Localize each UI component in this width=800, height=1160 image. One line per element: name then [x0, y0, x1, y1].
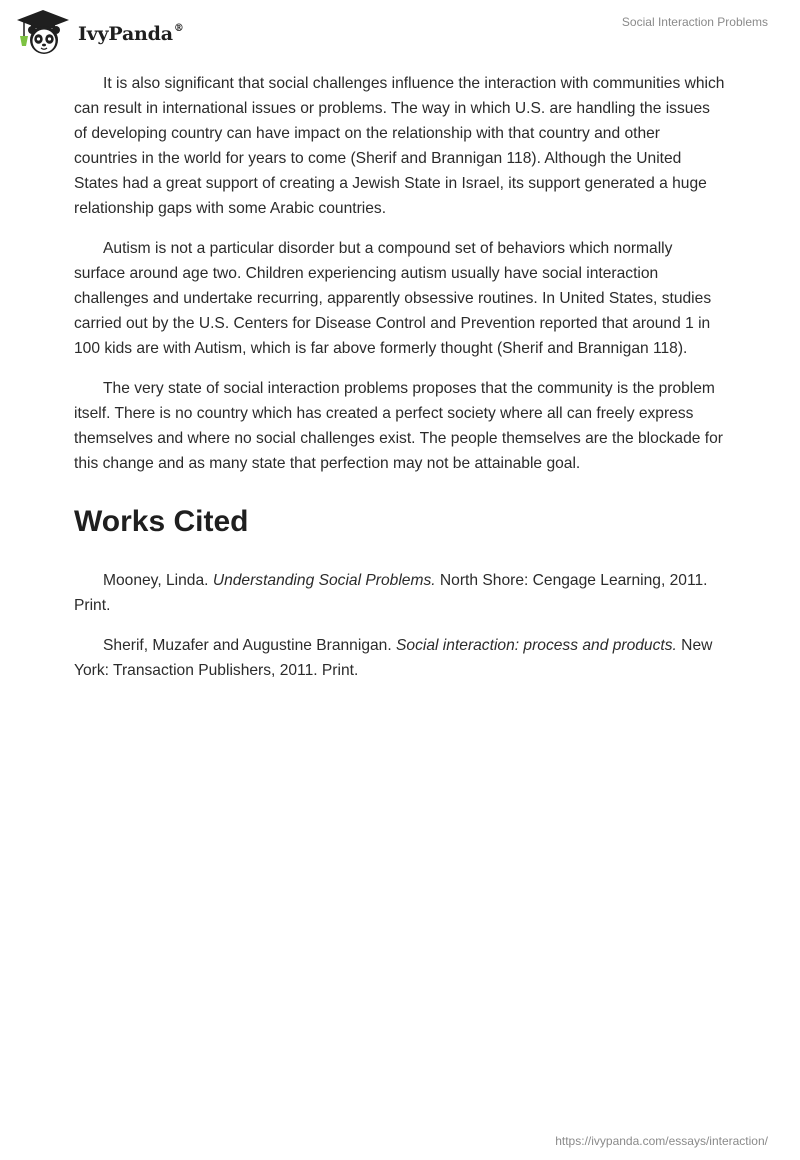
citation-author: Sherif, Muzafer and Augustine Brannigan. — [103, 637, 396, 654]
citation-details: North Shore: Cengage Learning, 2011. Print. — [74, 572, 708, 614]
body-paragraph: The very state of social interaction problems proposes that the community is the problem itself. There is no country which has created a perfect society where all can freely express themselves and where no social challenges exist. The people themselves are the blockade for this change and as many state that perfection may not be attainable goal. — [74, 380, 723, 472]
citation-author: Mooney, Linda. — [103, 572, 213, 589]
source-url-link[interactable]: https://ivypanda.com/essays/interaction/ — [555, 1134, 768, 1148]
essay-content — [74, 71, 726, 698]
works-cited-heading: Works Cited — [74, 505, 249, 538]
citation-details: New York: Transaction Publishers, 2011. Print. — [74, 637, 713, 679]
citation-entry — [74, 568, 726, 618]
ivypanda-logo[interactable] — [14, 8, 184, 56]
page-header — [0, 0, 800, 70]
brand-name: IvyPanda® — [78, 22, 184, 45]
body-paragraph: Autism is not a particular disorder but a compound set of behaviors which normally surface around age two. Children experiencing autism usually have social interaction challenges and undertake recurring, apparently obsessive routines. In United States, studies carried out by the U.S. Centers for Disease Control and Prevention reported that around 1 in 100 kids are with Autism, which is far above formerly thought (Sherif and Brannigan 118). — [74, 240, 712, 357]
citation-title: Understanding Social Problems. — [212, 572, 436, 589]
citation-entry — [74, 633, 726, 683]
body-paragraph: It is also significant that social challenges influence the interaction with communities which can result in international issues or problems. The way in which U.S. are handling the issues of developing country can have impact on the relationship with that country and other countries in the world for years to come (Sherif and Brannigan 118). Although the United States had a great support of creating a Jewish State in Israel, its support generated a huge relationship gaps with some Arabic countries. — [74, 75, 725, 217]
panda-graduate-icon — [14, 8, 72, 56]
citation-title: Social interaction: process and products. — [396, 637, 677, 654]
running-title: Social Interaction Problems — [621, 15, 768, 29]
